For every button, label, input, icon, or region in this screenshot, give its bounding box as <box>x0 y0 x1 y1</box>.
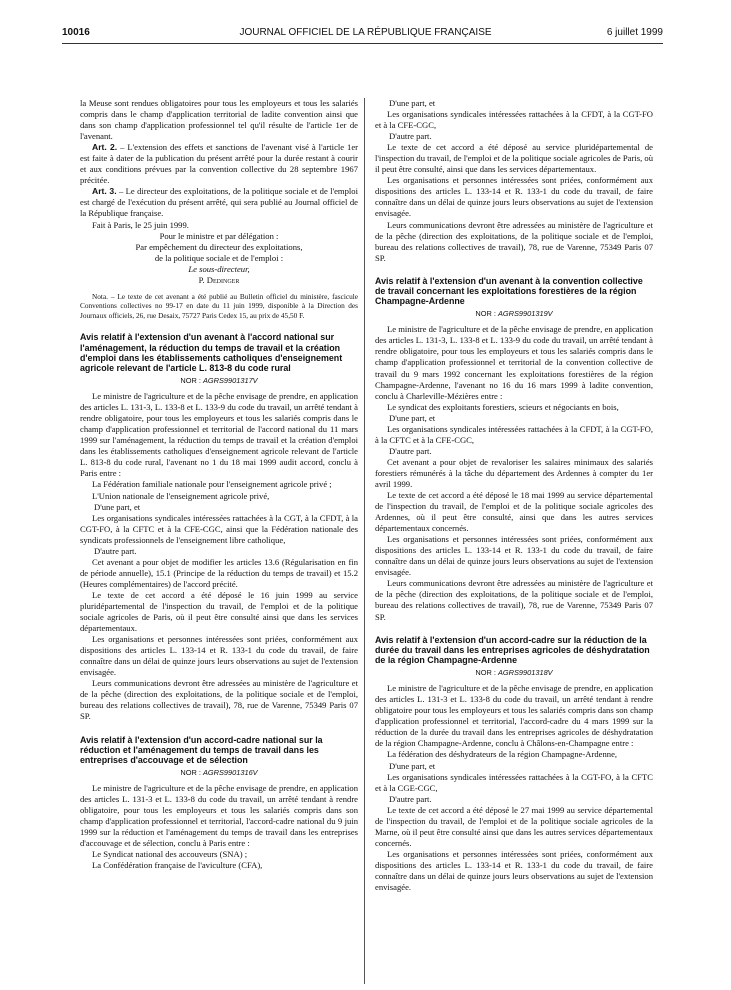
avis-1-paragraph: D'une part, et <box>94 501 141 512</box>
avis-4-paragraph: Les organisations et personnes intéressées sont priées, conformément aux dispositions des articles L. 133-14 et R. 133-1 du code du travail, de faire connaître dans un délai de quinze jours leurs observations au sujet de l'extension envisagée. <box>375 848 653 893</box>
avis-2-nor: NOR : AGRS9901316V <box>180 768 258 778</box>
avis-2-paragraph: La Confédération française de l'aviculture (CFA), <box>92 860 263 871</box>
avis-1-paragraph: Le ministre de l'agriculture et de la pêche envisage de prendre, en application des articles L. 131-3, L. 133-8 et L. 133-9 du code du travail, un arrêté tendant à rendre obligatoire, pour tous les employeurs et tous les salariés compris dans le champ d'application professionnel et territorial de l'accord national du 11 mars 1999 sur l'aménagement, la réduction du temps de travail et la création d'emploi dans les établissements catholiques d'enseignement agricole relevant de l'article L. 813-8 du code rural, l'avenant no 1 du 18 mai 1999 audit accord, conclu à Paris entre : <box>80 391 358 479</box>
avis-1-paragraph: Les organisations et personnes intéressées sont priées, conformément aux dispositions des articles L. 133-14 et R. 133-1 du code du travail, de faire connaître dans un délai de quinze jours leurs observations au sujet de l'extension envisagée. <box>80 634 358 678</box>
avis-4-paragraph: La fédération des déshydrateurs de la région Champagne-Ardenne, <box>387 749 618 760</box>
avis-4-paragraph: Le texte de cet accord a été déposé le 27 mai 1999 au service départemental de l'inspection du travail, de l'emploi et de la politique sociale agricoles de la Marne, où il peut être consulté ainsi que dans les autres services départementaux concernés. <box>375 804 653 848</box>
avis-3-paragraph: D'une part, et <box>389 412 436 423</box>
avis-4-paragraph: Les organisations syndicales intéressées rattachées à la CGT-FO, à la CFTC et à la CGE-CGC, <box>375 771 653 793</box>
avis-1-paragraph: Le texte de cet accord a été déposé le 16 juin 1999 au service pluridépartemental de l'inspection du travail, de l'emploi et de la politique sociale agricoles de Paris, où il peut être consulté ainsi que dans les services départementaux. <box>80 589 358 634</box>
signature-line-3: de la politique sociale et de l'emploi : <box>154 252 284 263</box>
column-separator <box>364 98 365 984</box>
article-2-label: Art. 2. <box>92 142 118 153</box>
intro-paragraph: la Meuse sont rendues obligatoires pour tous les employeurs et tous les salariés compris dans le champ d'application territorial de ladite convention ainsi que dans son champ d'application professionnel tel qu'il résulte de l'article 1er de l'avenant. <box>80 98 358 142</box>
continued-paragraph: Leurs communications devront être adressées au ministère de l'agriculture et de la pêche (direction des exploitations, de la politique sociale et de l'emploi, bureau des relations collectives de travail), 78, rue de Varenne, 75349 Paris 07 SP. <box>375 219 653 263</box>
avis-4-paragraph: D'autre part. <box>389 793 432 804</box>
avis-3-paragraph: Les organisations syndicales intéressées rattachées à la CFDT, à la CGT-FO, à la CFTC et à la CFE-CGC, <box>375 423 653 445</box>
nor-code: AGRS9901318V <box>497 668 553 678</box>
page-header <box>0 27 731 41</box>
avis-1-paragraph: L'Union nationale de l'enseignement agricole privé, <box>92 490 270 501</box>
avis-3-paragraph: Le texte de cet accord a été déposé le 18 mai 1999 au service départemental de l'inspection du travail, de l'emploi et de la politique sociale agricoles des Ardennes, où il peut être consulté, ainsi que dans les autres services départementaux concernés. <box>375 490 653 534</box>
continued-paragraph: Les organisations et personnes intéressées sont priées, conformément aux dispositions des articles L. 133-14 et R. 133-1 du code du travail, de faire connaître dans un délai de quinze jours leurs observations au sujet de l'extension envisagée. <box>375 175 653 219</box>
avis-1-nor: NOR : AGRS9901317V <box>180 376 258 386</box>
signatory-name: P. Dedinger <box>198 274 240 285</box>
left-column <box>80 98 358 872</box>
nor-code: AGRS9901319V <box>497 309 553 319</box>
article-2 <box>80 142 358 186</box>
signature-line-2: Par empêchement du directeur des exploitations, <box>135 241 303 252</box>
avis-3-paragraph: Le ministre de l'agriculture et de la pêche envisage de prendre, en application des articles L. 131-3, L. 133-8 et L. 133-9 du code du travail, un arrêté tendant à rendre obligatoire, pour tous les employeurs et tous les salariés compris dans le champ d'application professionnel et territorial de la convention collective de travail du 9 mars 1992 concernant les exploitations forestières de la région Champagne-Ardenne, l'avenant no 16 du 16 mars 1999 à ladite convention, conclu à Charleville-Mézières entre : <box>375 324 653 401</box>
continued-paragraph: Le texte de cet accord a été déposé au service pluridépartemental de l'inspection du travail, de l'emploi et de la politique sociale agricoles de Paris, où il peut être consulté, ainsi que dans les services départementaux. <box>375 142 653 175</box>
issue-date: 6 juillet 1999 <box>606 27 663 38</box>
nor-code: AGRS9901317V <box>202 376 258 386</box>
fait-a-paris: Fait à Paris, le 25 juin 1999. <box>92 219 189 230</box>
article-3-label: Art. 3. <box>92 186 117 197</box>
avis-2-title: Avis relatif à l'extension d'un accord-cadre national sur la réduction et l'aménagement du temps de travail dans les entreprises d'accouvage et de sélection <box>80 734 323 765</box>
avis-3-paragraph: Le syndicat des exploitants forestiers, scieurs et négociants en bois, <box>387 401 619 412</box>
article-3 <box>80 186 358 219</box>
signature-title: Le sous-directeur, <box>188 263 250 274</box>
journal-title: JOURNAL OFFICIEL DE LA RÉPUBLIQUE FRANÇAISE <box>239 27 492 38</box>
avis-3-paragraph: Cet avenant a pour objet de revaloriser les salaires minimaux des salariés forestiers rémunérés à la tâche du département des Ardennes à compter du 1er avril 1999. <box>375 456 653 489</box>
right-column <box>375 98 653 893</box>
avis-1-paragraph: D'autre part. <box>94 545 137 556</box>
avis-2-paragraph: Le Syndicat national des accouveurs (SNA) ; <box>92 849 248 860</box>
avis-3-paragraph: D'autre part. <box>389 445 432 456</box>
avis-1-paragraph: Les organisations syndicales intéressées rattachées à la CGT, à la CFDT, à la CGT-FO, à la CFTC et à la CFE-CGC, ainsi que la Fédération nationale des syndicats professionnels de l'enseignement libre catholique, <box>80 512 358 545</box>
nota-note: Nota. – Le texte de cet avenant a été publié au Bulletin officiel du ministère, fascicule Conventions collectives no 99-17 en date du 11 juin 1999, disponible à la Direction des Journaux officiels, 26, rue Desaix, 75727 Paris Cedex 15, au prix de 45,50 F. <box>80 291 358 320</box>
continued-paragraph: Les organisations syndicales intéressées rattachées à la CFDT, à la CGT-FO et à la CFE-CGC, <box>375 109 653 131</box>
avis-2-paragraph: Le ministre de l'agriculture et de la pêche envisage de prendre, en application des articles L. 131-3 et L. 133-8 du code du travail, un arrêté tendant à rendre obligatoire, pour tous les employeurs et tous les salariés compris dans son champ d'application professionnel et territorial, l'accord-cadre national du 9 juin 1999 sur la réduction et l'aménagement du temps de travail dans les entreprises d'accouvage et de sélection, conclu à Paris entre : <box>80 783 358 849</box>
nor-code: AGRS9901316V <box>202 768 258 778</box>
avis-1-paragraph: La Fédération familiale nationale pour l'enseignement agricole privé ; <box>92 479 332 490</box>
header-rule <box>62 43 663 44</box>
page-number: 10016 <box>62 27 90 38</box>
article-3-text: – Le directeur des exploitations, de la politique sociale et de l'emploi est chargé de l'exécution du présent arrêté, qui sera publié au Journal officiel de la République française. <box>80 186 358 219</box>
continued-paragraph: D'une part, et <box>389 98 436 108</box>
avis-4-nor: NOR : AGRS9901318V <box>475 668 553 678</box>
signature-line-1: Pour le ministre et par délégation : <box>159 230 279 241</box>
avis-3-nor: NOR : AGRS9901319V <box>475 309 553 319</box>
avis-4-paragraph: D'une part, et <box>389 760 436 771</box>
avis-1-title: Avis relatif à l'extension d'un avenant à l'accord national sur l'aménagement, la réduction du temps de travail et la création d'emploi dans les établissements catholiques d'enseignement agricole relevant de l'article L. 813-8 du code rural <box>80 332 343 373</box>
avis-1-paragraph: Cet avenant a pour objet de modifier les articles 13.6 (Régularisation en fin de période annuelle), 15.1 (Principe de la réduction du temps de travail) et 15.2 (Heures complémentaires) de l'accord précité. <box>80 556 358 589</box>
avis-4-title: Avis relatif à l'extension d'un accord-cadre sur la réduction de la durée du travail dans les entreprises agricoles de déshydratation de la région Champagne-Ardenne <box>375 634 650 665</box>
article-2-text: – L'extension des effets et sanctions de l'avenant visé à l'article 1er est faite à dater de la publication du présent arrêté pour la durée restant à courir et aux conditions prévues par la convention collective du 28 septembre 1967 précitée. <box>80 142 359 186</box>
avis-4-paragraph: Le ministre de l'agriculture et de la pêche envisage de prendre, en application des articles L. 131-3 et L. 133-8 du code du travail, un arrêté tendant à rendre obligatoire pour tous les employeurs et tous les salariés compris dans son champ d'application professionnel et territorial, l'accord-cadre du 4 mars 1999 sur la réduction de la durée du travail dans les entreprises agricoles de déshydratation de la région Champagne-Ardenne, conclu à Châlons-en-Champagne entre : <box>375 683 653 749</box>
avis-3-paragraph: Les organisations et personnes intéressées sont priées, conformément aux dispositions des articles L. 133-14 et R. 133-1 du code du travail, de faire connaître dans un délai de quinze jours leurs observations au sujet de l'extension envisagée. <box>375 534 653 578</box>
avis-1-paragraph: Leurs communications devront être adressées au ministère de l'agriculture et de la pêche (direction des exploitations, de la politique sociale et de l'emploi, bureau des relations collectives de travail), 78, rue de Varenne, 75349 Paris 07 SP. <box>80 678 358 722</box>
avis-3-paragraph: Leurs communications devront être adressées au ministère de l'agriculture et de la pêche (direction des exploitations, de la politique sociale et de l'emploi, bureau des relations collectives de travail), 78, rue de Varenne, 75349 Paris 07 SP. <box>375 578 653 622</box>
avis-3-title: Avis relatif à l'extension d'un avenant à la convention collective de travail concernant les exploitations forestières de la région Champagne-Ardenne <box>375 275 643 307</box>
continued-paragraph: D'autre part. <box>389 131 432 142</box>
